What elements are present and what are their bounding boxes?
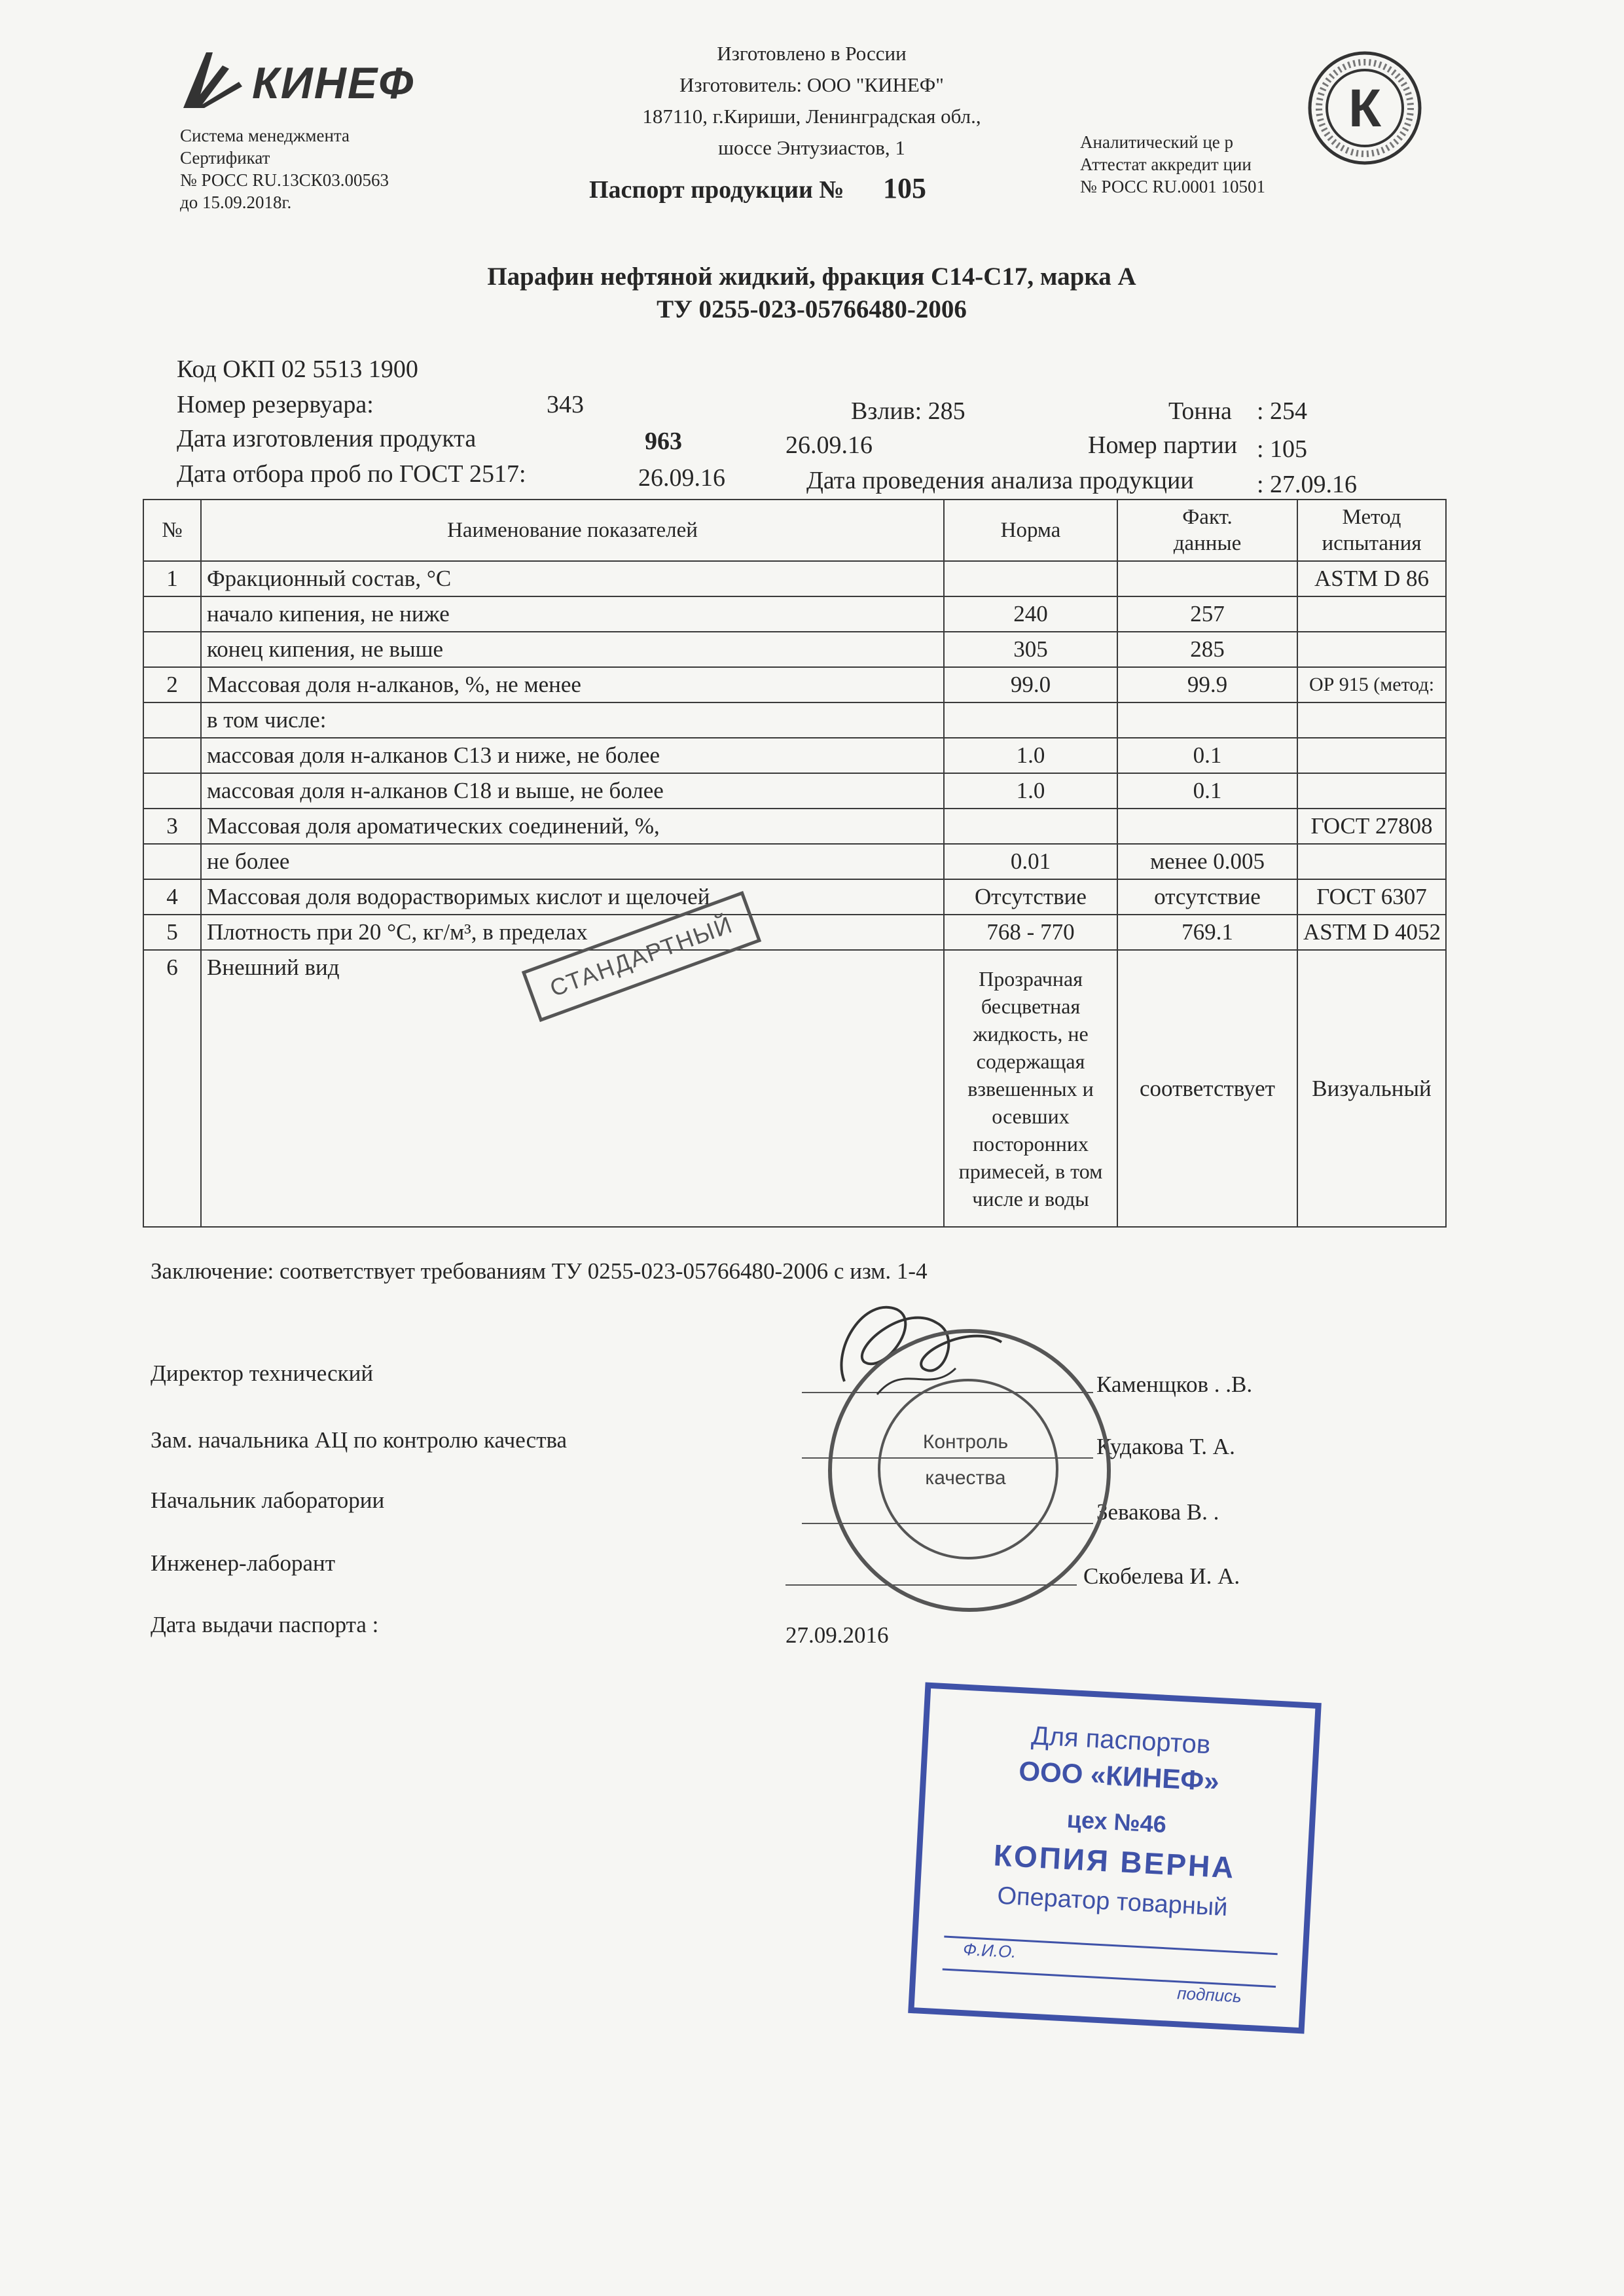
signature-role: Директор технический — [151, 1360, 374, 1386]
row-method: Визуальный — [1297, 950, 1446, 1227]
qms-line: до 15.09.2018г. — [180, 192, 292, 212]
blue-stamp-line: Для паспортов — [1030, 1721, 1212, 1760]
row-num — [143, 632, 201, 667]
row-method: ASTM D 4052 — [1297, 915, 1446, 950]
row-actual: соответствует — [1117, 950, 1297, 1227]
row-norm: 1.0 — [944, 773, 1117, 809]
lab-line: Аналитический це р — [1080, 132, 1234, 152]
table-row — [143, 879, 1446, 915]
row-method: ASTM D 86 — [1297, 561, 1446, 596]
table-row — [143, 773, 1446, 809]
row-norm: 0.01 — [944, 844, 1117, 879]
standard-stamp: СТАНДАРТНЫЙ — [522, 891, 761, 1022]
header-actual-line: данные — [1173, 532, 1242, 555]
row-num: 3 — [143, 809, 201, 844]
mfg-date: 26.09.16 — [785, 431, 873, 459]
row-norm: 768 - 770 — [944, 915, 1117, 950]
batch-value: : 105 — [1257, 435, 1308, 463]
issue-date: 27.09.2016 — [785, 1622, 889, 1648]
signature-name: Кудакова Т. А. — [1096, 1434, 1235, 1459]
row-norm — [944, 561, 1117, 596]
stamp-center-text: качества — [925, 1467, 1006, 1489]
fill-level: Взлив: 285 — [851, 397, 965, 425]
header-method-line: Метод — [1342, 505, 1401, 529]
row-actual: 257 — [1117, 596, 1297, 632]
table-row — [143, 738, 1446, 773]
row-name: массовая доля н-алканов С18 и выше, не более — [201, 773, 944, 809]
batch-label: Номер партии — [1088, 431, 1238, 459]
row-num — [143, 773, 201, 809]
signature-name: Скобелева И. А. — [1083, 1563, 1240, 1589]
blue-stamp-sign-rule — [943, 1968, 1276, 1988]
row-method — [1297, 773, 1446, 809]
row-norm: 1.0 — [944, 738, 1117, 773]
quality-control-stamp — [828, 1329, 1111, 1612]
blue-stamp-line: КОПИЯ ВЕРНА — [992, 1838, 1236, 1885]
row-name: конец кипения, не выше — [201, 632, 944, 667]
tonnage-value: : 254 — [1257, 397, 1308, 425]
table-row — [143, 596, 1446, 632]
copy-certified-stamp — [908, 1682, 1322, 2033]
table-row — [143, 809, 1446, 844]
tonnage-label: Тонна — [1168, 397, 1232, 425]
blue-stamp-fio: Ф.И.О. — [962, 1939, 1017, 1962]
blue-stamp-line: цех №46 — [1066, 1806, 1167, 1838]
row-num: 2 — [143, 667, 201, 702]
row-method: ГОСТ 27808 — [1297, 809, 1446, 844]
manufacturer-block — [511, 38, 1113, 164]
mfg-code: 963 — [645, 428, 682, 455]
row-actual: 0.1 — [1117, 738, 1297, 773]
header-norm: Норма — [944, 500, 1117, 561]
row-name: Плотность при 20 °С, кг/м³, в пределах — [201, 915, 944, 950]
row-actual: менее 0.005 — [1117, 844, 1297, 879]
row-method — [1297, 844, 1446, 879]
row-name: массовая доля н-алканов С13 и ниже, не более — [201, 738, 944, 773]
svg-text:К: К — [1348, 79, 1382, 138]
row-norm: Прозрачная бесцветная жидкость, не содержащая взвешенных и осевших посторонних примесей, в том числе и воды — [944, 950, 1117, 1227]
product-spec: ТУ 0255-023-05766480-2006 — [657, 295, 967, 323]
stamp-center-text: Контроль — [922, 1431, 1009, 1453]
row-num: 6 — [143, 950, 201, 1227]
row-name: Массовая доля водорастворимых кислот и щелочей — [201, 879, 944, 915]
row-actual: 99.9 — [1117, 667, 1297, 702]
tank-label: Номер резервуара: — [177, 391, 374, 418]
table-row — [143, 667, 1446, 702]
row-actual: 0.1 — [1117, 773, 1297, 809]
lab-block — [1080, 131, 1265, 198]
row-actual: отсутствие — [1117, 879, 1297, 915]
row-norm — [944, 809, 1117, 844]
quality-table — [143, 499, 1447, 1228]
row-num: 1 — [143, 561, 201, 596]
passport-label: Паспорт продукции № — [589, 176, 844, 204]
kinef-logo-icon — [177, 46, 249, 118]
qms-line: Система менеджмента — [180, 126, 350, 145]
analysis-date: : 27.09.16 — [1257, 471, 1358, 498]
row-num: 5 — [143, 915, 201, 950]
header-method-line: испытания — [1322, 532, 1422, 555]
row-norm: 99.0 — [944, 667, 1117, 702]
row-method — [1297, 702, 1446, 738]
row-num: 4 — [143, 879, 201, 915]
okp-code: Код ОКП 02 5513 1900 — [177, 355, 418, 383]
signature-role: Начальник лаборатории — [151, 1487, 385, 1513]
header-name: Наименование показателей — [201, 500, 944, 561]
row-method — [1297, 596, 1446, 632]
row-name: Массовая доля н-алканов, %, не менее — [201, 667, 944, 702]
certification-k-icon — [1306, 49, 1424, 167]
row-method: ГОСТ 6307 — [1297, 879, 1446, 915]
tank-value: 343 — [547, 391, 584, 418]
blue-stamp-sign: подпись — [1176, 1983, 1242, 2007]
row-name: Массовая доля ароматических соединений, %, — [201, 809, 944, 844]
signature-role: Зам. начальника АЦ по контролю качества — [151, 1427, 568, 1453]
table-row — [143, 915, 1446, 950]
qms-line: № РОСС RU.13СК03.00563 — [180, 170, 389, 190]
table-row — [143, 632, 1446, 667]
row-name: Фракционный состав, °С — [201, 561, 944, 596]
row-num — [143, 596, 201, 632]
conclusion: Заключение: соответствует требованиям ТУ 0255-023-05766480-2006 с изм. 1-4 — [151, 1258, 928, 1284]
signature-role: Инженер-лаборант — [151, 1550, 336, 1576]
mfg-date-label: Дата изготовления продукта — [177, 425, 477, 452]
table-row — [143, 844, 1446, 879]
header-actual — [1117, 500, 1297, 561]
maker-line: шоссе Энтузиастов, 1 — [718, 136, 905, 159]
row-norm — [944, 702, 1117, 738]
certification-emblem — [1306, 49, 1424, 167]
sampling-label: Дата отбора проб по ГОСТ 2517: — [177, 460, 526, 488]
row-norm: 305 — [944, 632, 1117, 667]
blue-stamp-line: Оператор товарный — [996, 1882, 1229, 1922]
blue-stamp-line: ООО «КИНЕФ» — [1018, 1755, 1220, 1797]
row-num — [143, 844, 201, 879]
issue-date-label: Дата выдачи паспорта : — [151, 1612, 379, 1637]
qms-block — [180, 124, 389, 213]
table-row — [143, 702, 1446, 738]
qms-line: Сертификат — [180, 148, 270, 168]
row-num — [143, 702, 201, 738]
row-method: ОР 915 (метод: — [1297, 667, 1446, 702]
row-actual — [1117, 561, 1297, 596]
maker-line: Изготовлено в России — [717, 42, 907, 65]
table-row — [143, 561, 1446, 596]
row-norm: 240 — [944, 596, 1117, 632]
row-name: начало кипения, не ниже — [201, 596, 944, 632]
row-name: в том числе: — [201, 702, 944, 738]
maker-line: 187110, г.Кириши, Ленинградская обл., — [642, 105, 981, 128]
lab-line: № РОСС RU.0001 10501 — [1080, 177, 1265, 196]
sampling-date: 26.09.16 — [638, 464, 725, 492]
product-title: Парафин нефтяной жидкий, фракция С14-С17, марка А — [487, 263, 1136, 291]
table-header-row — [143, 500, 1446, 561]
header-num: № — [143, 500, 201, 561]
row-name: Внешний вид — [201, 950, 944, 1227]
lab-line: Аттестат аккредит ции — [1080, 155, 1252, 174]
row-actual — [1117, 809, 1297, 844]
header-method — [1297, 500, 1446, 561]
company-logo — [177, 46, 425, 118]
row-norm: Отсутствие — [944, 879, 1117, 915]
logo-text: КИНЕФ — [252, 58, 415, 108]
row-actual: 285 — [1117, 632, 1297, 667]
row-num — [143, 738, 201, 773]
row-name: не более — [201, 844, 944, 879]
signature-name: Зевакова В. . — [1096, 1499, 1219, 1525]
row-actual: 769.1 — [1117, 915, 1297, 950]
row-method — [1297, 632, 1446, 667]
maker-line: Изготовитель: ООО "КИНЕФ" — [679, 73, 944, 96]
table-row — [143, 950, 1446, 1227]
row-method — [1297, 738, 1446, 773]
analysis-label: Дата проведения анализа продукции — [806, 467, 1194, 494]
row-actual — [1117, 702, 1297, 738]
passport-number: 105 — [883, 172, 927, 204]
header-actual-line: Факт. — [1182, 505, 1233, 529]
signature-name: Каменщков . .В. — [1096, 1372, 1253, 1397]
passport-title — [589, 172, 926, 205]
